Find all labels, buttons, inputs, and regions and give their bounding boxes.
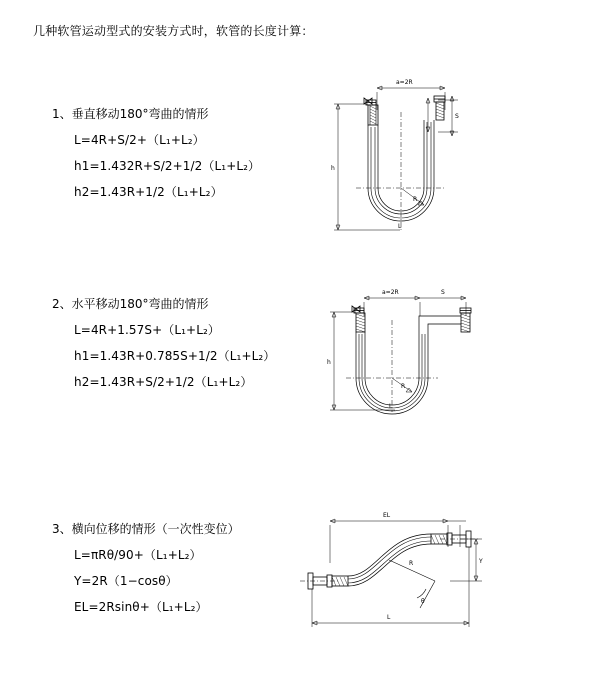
dim-label-top: EL	[383, 512, 391, 519]
page-title: 几种软管运动型式的安装方式时，软管的长度计算：	[33, 24, 314, 38]
dim-label-bottom: L	[398, 223, 402, 230]
section-3-formula-1: L=πRθ/90+（L₁+L₂）	[74, 548, 202, 562]
dim-label-height: h	[331, 165, 335, 172]
section-1-text	[52, 105, 302, 200]
section-1-formula-3: h2=1.43R+1/2（L₁+L₂）	[74, 185, 223, 199]
section-2-formula-1: L=4R+1.57S+（L₁+L₂）	[74, 323, 221, 337]
section-2-text	[52, 295, 302, 390]
section-2-formula-2: h1=1.43R+0.785S+1/2（L₁+L₂）	[74, 349, 276, 363]
vertical-180-bend-diagram	[300, 70, 500, 270]
dim-label-bottom: L	[389, 403, 393, 410]
section-3-formula-2: Y=2R（1−cosθ）	[74, 574, 178, 588]
dim-label-radius: R	[401, 383, 406, 390]
section-1-formula-2: h1=1.432R+S/2+1/2（L₁+L₂）	[74, 159, 261, 173]
lateral-offset-diagram	[290, 505, 500, 645]
dim-label-right: Y	[479, 558, 483, 565]
dim-label-right: S	[455, 113, 459, 120]
section-3-text	[52, 520, 302, 615]
section-3-title: 3、横向位移的情形（一次性变位）	[52, 522, 240, 536]
section-1-formula-1: L=4R+S/2+（L₁+L₂）	[74, 133, 205, 147]
section-3-formula-3: EL=2Rsinθ+（L₁+L₂）	[74, 600, 208, 614]
dim-label-top-2: S	[441, 289, 445, 296]
section-2-title: 2、水平移动180°弯曲的情形	[52, 297, 209, 311]
dim-label-top: a=2R	[382, 289, 399, 296]
horizontal-180-bend-diagram	[300, 280, 500, 460]
section-1-title: 1、垂直移动180°弯曲的情形	[52, 107, 209, 121]
section-2-formula-3: h2=1.43R+S/2+1/2（L₁+L₂）	[74, 375, 253, 389]
dim-label-radius: R	[409, 560, 414, 567]
dim-label-radius: R	[413, 196, 418, 203]
dim-label-angle: θ	[421, 598, 425, 605]
dim-label-bottom: L	[387, 614, 391, 621]
dim-label-height: h	[327, 359, 331, 366]
dim-label-top: a=2R	[396, 79, 413, 86]
